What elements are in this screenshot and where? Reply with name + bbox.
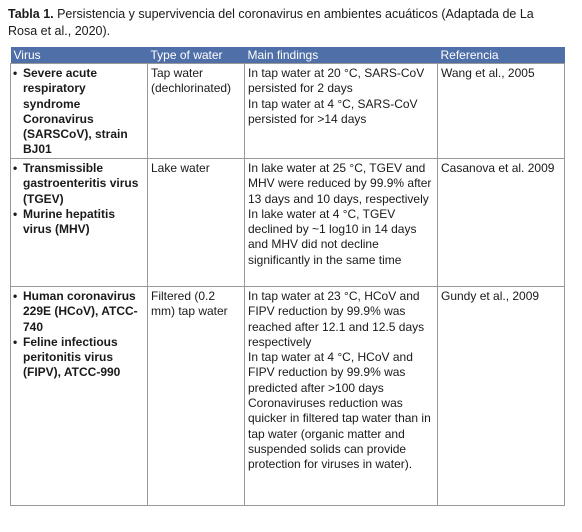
bullet-icon: • [13,334,18,349]
findings-cell [245,64,438,159]
water-type-cell: Tap water (dechlorinated) [148,64,245,159]
finding-text: In lake water at 25 °C, TGEV and MHV were reduced by 99.9% after 13 days and 10 days, respectively [248,161,432,206]
bullet-icon: • [13,66,18,80]
virus-name: Feline infectious peritonitis virus (FIPV), ATCC-990 [23,334,121,380]
virus-name: Human coronavirus 229E (HCoV), ATCC-740 [23,289,138,334]
virus-item [13,161,144,207]
caption-label: Tabla 1. [8,7,54,21]
water-type-cell: Filtered (0.2 mm) tap water [148,287,245,506]
header-referencia: Referencia [438,47,565,64]
bullet-icon: • [13,206,18,221]
finding-text: Coronaviruses reduction was quicker in filtered tap water than in tap water (organic matter and suspended solids can provide protection for viruses in water). [248,396,431,472]
finding-text: In lake water at 4 °C, TGEV declined by ~1 log10 in 14 days and MHV did not decline significantly in the same time [248,206,417,267]
table-header-row [11,47,565,64]
water-type-cell: Lake water [148,159,245,287]
header-virus: Virus [11,47,148,64]
finding-text: In tap water at 4 °C, SARS-CoV persisted for >14 days [248,96,418,126]
virus-name: Murine hepatitis virus (MHV) [23,206,116,237]
table-row [11,159,565,287]
coronavirus-persistence-table [10,47,565,506]
virus-cell [11,287,148,506]
finding-text: In tap water at 20 °C, SARS-CoV persisted for 2 days [248,66,425,96]
reference-cell: Casanova et al. 2009 [438,159,565,287]
header-main-findings: Main findings [245,47,438,64]
virus-name: Severe acute respiratory syndrome Coronavirus (SARSCoV), strain BJ01 [23,66,128,157]
virus-item [13,289,144,335]
finding-text: In tap water at 23 °C, HCoV and FIPV reduction by 99.9% was reached after 12.1 and 12.5 days respectively [248,289,425,349]
reference-cell: Wang et al., 2005 [438,64,565,159]
bullet-icon: • [13,161,18,175]
findings-cell [245,287,438,506]
virus-cell [11,64,148,159]
bullet-icon: • [13,289,18,303]
virus-item [13,207,144,238]
table-row [11,287,565,506]
virus-item [13,335,144,381]
virus-name: Transmissible gastroenteritis virus (TGEV) [23,161,139,206]
finding-text: In tap water at 4 °C, HCoV and FIPV reduction by 99.9% was predicted after >100 days [248,350,413,395]
header-type-of-water: Type of water [148,47,245,64]
findings-cell [245,159,438,287]
table-caption [8,6,564,40]
caption-text: Persistencia y supervivencia del coronavirus en ambientes acuáticos (Adaptada de La Rosa et al., 2020). [8,7,534,38]
reference-cell: Gundy et al., 2009 [438,287,565,506]
virus-cell [11,159,148,287]
virus-item [13,66,144,158]
table-row [11,64,565,159]
